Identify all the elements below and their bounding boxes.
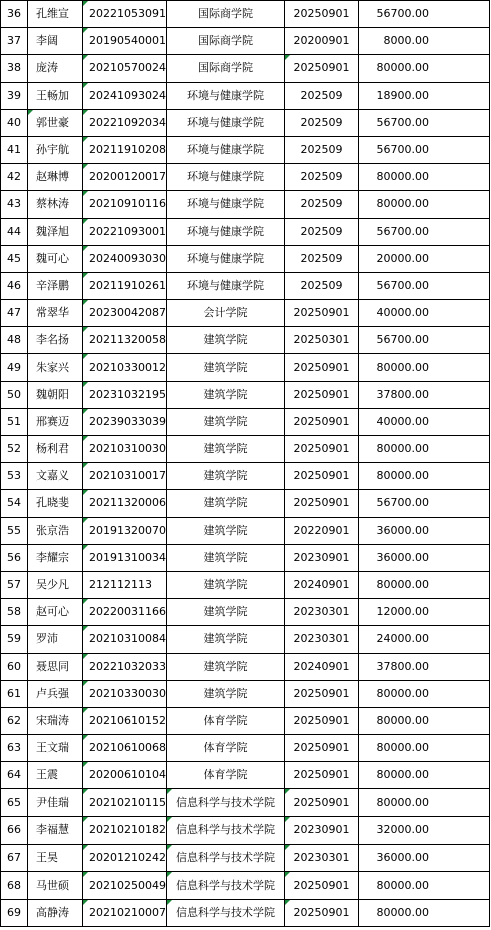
row-number-cell: 57	[1, 571, 28, 598]
name-cell: 孙宇航	[28, 136, 83, 163]
row-number-cell: 63	[1, 735, 28, 762]
table-body	[1, 1, 490, 927]
name-cell: 魏可心	[28, 245, 83, 272]
student-id-cell: 20211910261	[83, 272, 167, 299]
row-number-cell: 56	[1, 544, 28, 571]
name-cell: 文嘉义	[28, 463, 83, 490]
name-cell: 辛泽鹏	[28, 272, 83, 299]
amount-cell: 18900.00	[359, 82, 490, 109]
name-cell: 高静涛	[28, 899, 83, 927]
table-row	[1, 680, 490, 707]
table-row	[1, 599, 490, 626]
row-number-cell: 43	[1, 191, 28, 218]
row-number-cell: 39	[1, 82, 28, 109]
student-id-cell: 20210330012	[83, 354, 167, 381]
college-cell: 建筑学院	[167, 436, 285, 463]
student-id-cell: 20220031166	[83, 599, 167, 626]
name-cell: 杨利君	[28, 436, 83, 463]
student-id-cell: 20211320058	[83, 327, 167, 354]
amount-cell: 56700.00	[359, 136, 490, 163]
student-id-cell: 20239033039	[83, 408, 167, 435]
name-cell: 蔡林涛	[28, 191, 83, 218]
table-row	[1, 872, 490, 900]
row-number-cell: 59	[1, 626, 28, 653]
name-cell: 卢兵强	[28, 680, 83, 707]
date-cell: 20240901	[285, 571, 359, 598]
college-cell: 环境与健康学院	[167, 191, 285, 218]
name-cell: 张京浩	[28, 517, 83, 544]
college-cell: 环境与健康学院	[167, 136, 285, 163]
amount-cell: 36000.00	[359, 544, 490, 571]
college-cell: 信息科学与技术学院	[167, 899, 285, 927]
name-cell: 邢赛迈	[28, 408, 83, 435]
date-cell: 202509	[285, 218, 359, 245]
row-number-cell: 45	[1, 245, 28, 272]
date-cell: 20250901	[285, 354, 359, 381]
amount-cell: 80000.00	[359, 55, 490, 82]
name-cell: 庞涛	[28, 55, 83, 82]
college-cell: 体育学院	[167, 762, 285, 789]
student-id-cell: 20241093024	[83, 82, 167, 109]
college-cell: 环境与健康学院	[167, 272, 285, 299]
table-row	[1, 571, 490, 598]
table-row	[1, 300, 490, 327]
student-id-cell: 20211910208	[83, 136, 167, 163]
college-cell: 会计学院	[167, 300, 285, 327]
row-number-cell: 40	[1, 109, 28, 136]
row-number-cell: 44	[1, 218, 28, 245]
student-id-cell: 20210910116	[83, 191, 167, 218]
amount-cell: 80000.00	[359, 436, 490, 463]
name-cell: 马世硕	[28, 872, 83, 900]
date-cell: 20250901	[285, 490, 359, 517]
table-row	[1, 109, 490, 136]
table-row	[1, 844, 490, 872]
row-number-cell: 58	[1, 599, 28, 626]
table-row	[1, 327, 490, 354]
college-cell: 国际商学院	[167, 28, 285, 55]
name-cell: 赵可心	[28, 599, 83, 626]
table-row	[1, 490, 490, 517]
amount-cell: 8000.00	[359, 28, 490, 55]
student-id-cell: 20201210242	[83, 844, 167, 872]
student-id-cell: 20210610068	[83, 735, 167, 762]
name-cell: 朱家兴	[28, 354, 83, 381]
amount-cell: 40000.00	[359, 408, 490, 435]
student-id-cell: 20190540001	[83, 28, 167, 55]
amount-cell: 32000.00	[359, 817, 490, 845]
date-cell: 202509	[285, 82, 359, 109]
amount-cell: 12000.00	[359, 599, 490, 626]
college-cell: 建筑学院	[167, 571, 285, 598]
name-cell: 郭世豪	[28, 109, 83, 136]
amount-cell: 37800.00	[359, 653, 490, 680]
row-number-cell: 52	[1, 436, 28, 463]
college-cell: 信息科学与技术学院	[167, 817, 285, 845]
amount-cell: 56700.00	[359, 218, 490, 245]
date-cell: 20250901	[285, 1, 359, 28]
row-number-cell: 41	[1, 136, 28, 163]
student-id-cell: 20210310017	[83, 463, 167, 490]
name-cell: 王震	[28, 762, 83, 789]
college-cell: 环境与健康学院	[167, 109, 285, 136]
college-cell: 国际商学院	[167, 55, 285, 82]
name-cell: 赵琳博	[28, 164, 83, 191]
college-cell: 环境与健康学院	[167, 245, 285, 272]
student-id-cell: 20210250049	[83, 872, 167, 900]
college-cell: 体育学院	[167, 707, 285, 734]
amount-cell: 80000.00	[359, 164, 490, 191]
date-cell: 20250901	[285, 436, 359, 463]
table-row	[1, 245, 490, 272]
amount-cell: 56700.00	[359, 109, 490, 136]
name-cell: 聂思同	[28, 653, 83, 680]
college-cell: 环境与健康学院	[167, 82, 285, 109]
college-cell: 建筑学院	[167, 327, 285, 354]
student-id-cell: 20221093001	[83, 218, 167, 245]
college-cell: 建筑学院	[167, 354, 285, 381]
date-cell: 20230301	[285, 844, 359, 872]
college-cell: 环境与健康学院	[167, 218, 285, 245]
row-number-cell: 53	[1, 463, 28, 490]
date-cell: 20250901	[285, 735, 359, 762]
table-row	[1, 28, 490, 55]
college-cell: 信息科学与技术学院	[167, 844, 285, 872]
row-number-cell: 48	[1, 327, 28, 354]
name-cell: 王文瑞	[28, 735, 83, 762]
table-row	[1, 191, 490, 218]
college-cell: 建筑学院	[167, 544, 285, 571]
date-cell: 20220901	[285, 517, 359, 544]
college-cell: 建筑学院	[167, 626, 285, 653]
college-cell: 建筑学院	[167, 653, 285, 680]
amount-cell: 80000.00	[359, 463, 490, 490]
amount-cell: 20000.00	[359, 245, 490, 272]
amount-cell: 56700.00	[359, 327, 490, 354]
table-row	[1, 762, 490, 789]
row-number-cell: 36	[1, 1, 28, 28]
student-id-cell: 20210210115	[83, 789, 167, 817]
student-id-cell: 20210330030	[83, 680, 167, 707]
amount-cell: 80000.00	[359, 571, 490, 598]
amount-cell: 80000.00	[359, 680, 490, 707]
student-id-cell: 20210570024	[83, 55, 167, 82]
date-cell: 20250901	[285, 300, 359, 327]
amount-cell: 56700.00	[359, 272, 490, 299]
row-number-cell: 65	[1, 789, 28, 817]
college-cell: 信息科学与技术学院	[167, 789, 285, 817]
table-row	[1, 354, 490, 381]
student-id-cell: 20240093030	[83, 245, 167, 272]
amount-cell: 40000.00	[359, 300, 490, 327]
student-id-cell: 20191310034	[83, 544, 167, 571]
amount-cell: 37800.00	[359, 381, 490, 408]
table-row	[1, 735, 490, 762]
student-id-cell: 20221092034	[83, 109, 167, 136]
date-cell: 20250901	[285, 381, 359, 408]
date-cell: 202509	[285, 191, 359, 218]
student-id-cell: 20210210182	[83, 817, 167, 845]
student-id-cell: 20221053091	[83, 1, 167, 28]
row-number-cell: 49	[1, 354, 28, 381]
table-row	[1, 899, 490, 927]
row-number-cell: 42	[1, 164, 28, 191]
amount-cell: 80000.00	[359, 707, 490, 734]
name-cell: 孔维宣	[28, 1, 83, 28]
name-cell: 尹佳瑞	[28, 789, 83, 817]
amount-cell: 80000.00	[359, 762, 490, 789]
date-cell: 20250901	[285, 463, 359, 490]
student-id-cell: 20231032195	[83, 381, 167, 408]
row-number-cell: 50	[1, 381, 28, 408]
amount-cell: 80000.00	[359, 899, 490, 927]
student-id-cell: 20230042087	[83, 300, 167, 327]
name-cell: 常翠华	[28, 300, 83, 327]
date-cell: 202509	[285, 164, 359, 191]
row-number-cell: 37	[1, 28, 28, 55]
student-id-cell: 20221032033	[83, 653, 167, 680]
college-cell: 环境与健康学院	[167, 164, 285, 191]
student-id-cell: 212112113	[83, 571, 167, 598]
amount-cell: 56700.00	[359, 1, 490, 28]
college-cell: 建筑学院	[167, 680, 285, 707]
date-cell: 20230301	[285, 626, 359, 653]
student-id-cell: 20210310084	[83, 626, 167, 653]
college-cell: 体育学院	[167, 735, 285, 762]
table-row	[1, 436, 490, 463]
row-number-cell: 55	[1, 517, 28, 544]
date-cell: 20250301	[285, 327, 359, 354]
date-cell: 202509	[285, 109, 359, 136]
date-cell: 20250901	[285, 762, 359, 789]
table-row	[1, 517, 490, 544]
table-row	[1, 653, 490, 680]
date-cell: 20230301	[285, 599, 359, 626]
row-number-cell: 60	[1, 653, 28, 680]
row-number-cell: 68	[1, 872, 28, 900]
table-row	[1, 55, 490, 82]
date-cell: 20250901	[285, 872, 359, 900]
college-cell: 建筑学院	[167, 599, 285, 626]
amount-cell: 36000.00	[359, 844, 490, 872]
college-cell: 建筑学院	[167, 463, 285, 490]
amount-cell: 80000.00	[359, 354, 490, 381]
college-cell: 国际商学院	[167, 1, 285, 28]
table-row	[1, 707, 490, 734]
date-cell: 20240901	[285, 653, 359, 680]
name-cell: 孔晓斐	[28, 490, 83, 517]
college-cell: 建筑学院	[167, 490, 285, 517]
name-cell: 吴少凡	[28, 571, 83, 598]
date-cell: 20250901	[285, 899, 359, 927]
table-row	[1, 817, 490, 845]
table-row	[1, 626, 490, 653]
row-number-cell: 47	[1, 300, 28, 327]
student-id-cell: 20200610104	[83, 762, 167, 789]
date-cell: 20200901	[285, 28, 359, 55]
date-cell: 20250901	[285, 55, 359, 82]
row-number-cell: 51	[1, 408, 28, 435]
table-row	[1, 789, 490, 817]
name-cell: 宋瑞涛	[28, 707, 83, 734]
row-number-cell: 64	[1, 762, 28, 789]
table-row	[1, 544, 490, 571]
date-cell: 20250901	[285, 707, 359, 734]
table-row	[1, 218, 490, 245]
amount-cell: 80000.00	[359, 789, 490, 817]
row-number-cell: 54	[1, 490, 28, 517]
college-cell: 建筑学院	[167, 517, 285, 544]
row-number-cell: 66	[1, 817, 28, 845]
student-id-cell: 20210610152	[83, 707, 167, 734]
college-cell: 建筑学院	[167, 408, 285, 435]
student-id-cell: 20210310030	[83, 436, 167, 463]
name-cell: 李阔	[28, 28, 83, 55]
amount-cell: 80000.00	[359, 735, 490, 762]
row-number-cell: 46	[1, 272, 28, 299]
table-row	[1, 408, 490, 435]
table-row	[1, 136, 490, 163]
table-row	[1, 164, 490, 191]
table-row	[1, 272, 490, 299]
name-cell: 罗沛	[28, 626, 83, 653]
amount-cell: 24000.00	[359, 626, 490, 653]
name-cell: 魏朝阳	[28, 381, 83, 408]
student-id-cell: 20211320006	[83, 490, 167, 517]
row-number-cell: 61	[1, 680, 28, 707]
college-cell: 建筑学院	[167, 381, 285, 408]
name-cell: 王昊	[28, 844, 83, 872]
college-cell: 信息科学与技术学院	[167, 872, 285, 900]
row-number-cell: 38	[1, 55, 28, 82]
date-cell: 20250901	[285, 408, 359, 435]
date-cell: 20230901	[285, 544, 359, 571]
row-number-cell: 69	[1, 899, 28, 927]
name-cell: 王畅加	[28, 82, 83, 109]
table-row	[1, 1, 490, 28]
date-cell: 20230901	[285, 817, 359, 845]
table-row	[1, 463, 490, 490]
table-row	[1, 381, 490, 408]
name-cell: 李福慧	[28, 817, 83, 845]
amount-cell: 36000.00	[359, 517, 490, 544]
row-number-cell: 62	[1, 707, 28, 734]
date-cell: 20250901	[285, 789, 359, 817]
name-cell: 魏泽旭	[28, 218, 83, 245]
name-cell: 李耀宗	[28, 544, 83, 571]
student-id-cell: 20200120017	[83, 164, 167, 191]
date-cell: 20250901	[285, 680, 359, 707]
student-id-cell: 20191320070	[83, 517, 167, 544]
table-row	[1, 82, 490, 109]
amount-cell: 80000.00	[359, 872, 490, 900]
date-cell: 202509	[285, 245, 359, 272]
amount-cell: 80000.00	[359, 191, 490, 218]
row-number-cell: 67	[1, 844, 28, 872]
student-id-cell: 20210210007	[83, 899, 167, 927]
amount-cell: 56700.00	[359, 490, 490, 517]
date-cell: 202509	[285, 136, 359, 163]
date-cell: 202509	[285, 272, 359, 299]
name-cell: 李名扬	[28, 327, 83, 354]
